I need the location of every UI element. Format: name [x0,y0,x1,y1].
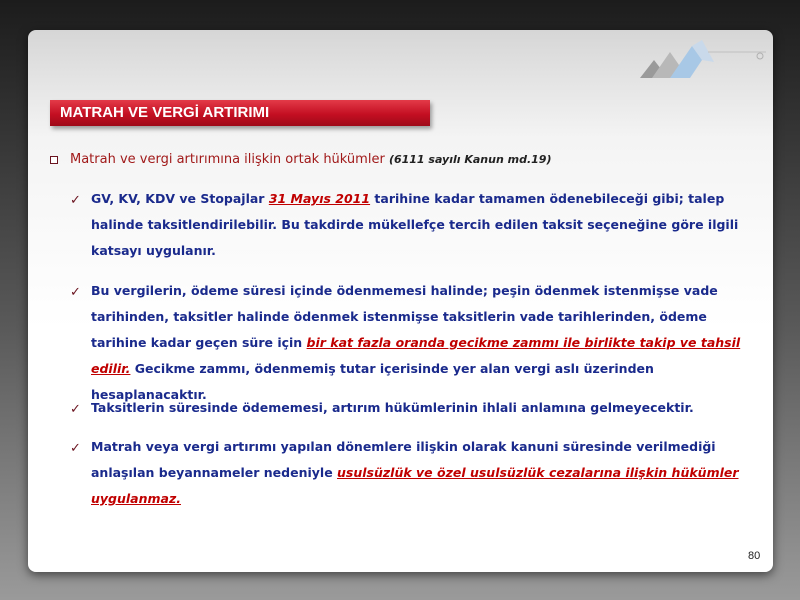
company-logo [640,38,768,84]
highlight-text: bir kat fazla oranda gecikme zammı ile birlikte takip ve tahsil edilir. [91,335,741,376]
slide-title: MATRAH VE VERGİ ARTIRIMI [60,104,270,121]
list-item-text: Matrah veya vergi artırımı yapılan dönemlere ilişkin olarak kanuni süresinde verilmediği anlaşılan beyannameler nedeniyle usulsüzlük ve özel usulsüzlük cezalarına ilişkin hükümler uygulanmaz. [91,439,739,506]
check-icon: ✓ [70,402,81,417]
list-item-text: GV, KV, KDV ve Stopajlar 31 Mayıs 2011 tarihine kadar tamamen ödenebileceği gibi; talep halinde taksitlendirilebilir. Bu takdirde mükellefçe tercih edilen taksit seçeneğine göre ilgili katsayı uygulanır. [91,191,739,258]
main-bullet-text: Matrah ve vergi artırımına ilişkin ortak hükümler (6111 sayılı Kanun md.19) [70,152,552,167]
check-icon: ✓ [70,193,81,208]
check-icon: ✓ [70,285,81,300]
main-bullet-reference: (6111 sayılı Kanun md.19) [388,153,552,166]
list-item-text: Taksitlerin süresinde ödememesi, artırım hükümlerinin ihlali anlamına gelmeyecektir. [91,400,694,415]
title-bar [50,100,430,126]
square-bullet-icon [50,156,58,164]
page-number: 80 [748,550,761,562]
list-item-text: Bu vergilerin, ödeme süresi içinde ödenmemesi halinde; peşin ödenmek istenmişse vade tarihinden, taksitler halinde ödenmek istenmişse taksitlerin vade tarihlerinden, ödeme tarihine kadar geçen süre için bir kat fazla oranda gecikme zammı ile birlikte takip ve tahsil edilir. Gecikme zammı, ödenmemiş tutar içerisinde yer alan vergi aslı üzerinden hesaplanacaktır. [91,283,741,402]
highlight-text: usulsüzlük ve özel usulsüzlük cezalarına ilişkin hükümler uygulanmaz. [91,465,739,506]
highlight-text: 31 Mayıs 2011 [268,191,371,206]
check-icon: ✓ [70,441,81,456]
